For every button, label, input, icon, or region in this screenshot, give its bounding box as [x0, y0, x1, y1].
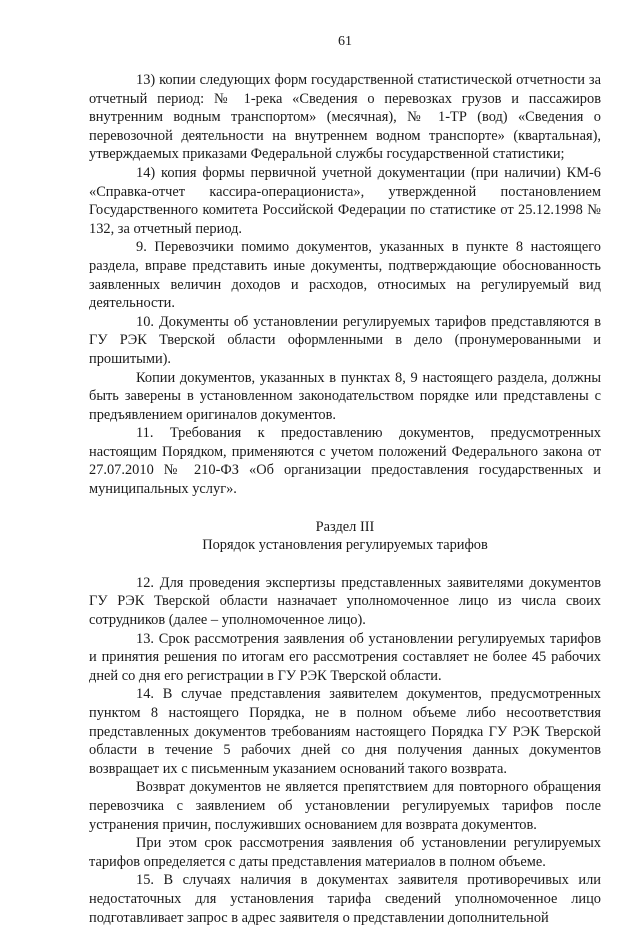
paragraph-term: При этом срок рассмотрения заявления об установлении регулируемых тарифов определяется с даты представления материалов в полном объеме.: [89, 835, 601, 870]
document-page: [89, 34, 601, 927]
paragraph-point-15: 15. В случаях наличия в документах заявителя противоречивых или недостаточных для установления тарифа сведений уполномоченное лицо подготавливает запрос в адрес заявителя о представлении дополнительной: [89, 872, 601, 926]
paragraph-point-12: 12. Для проведения экспертизы представленных заявителями документов ГУ РЭК Тверской области назначает уполномоченное лицо из числа своих сотрудников (далее – уполномоченное лицо).: [89, 574, 601, 629]
paragraph-point-9: 9. Перевозчики помимо документов, указанных в пункте 8 настоящего раздела, вправе представить иные документы, подтверждающие обоснованность заявленных величин доходов и расходов, относимых на регулируемый вид деятельности.: [89, 239, 601, 312]
paragraph-point-14: 14. В случае представления заявителем документов, предусмотренных пунктом 8 настоящего Порядка, не в полном объеме либо несоответствия представленных документов требованиям настоящего Порядка ГУ РЭК Тверской области в течение 5 рабочих дней со дня получения данных документов возвращает их с письменным указанием оснований такого возврата.: [89, 686, 601, 777]
paragraph-item-13: 13) копии следующих форм государственной статистической отчетности за отчетный период: № 1-река «Сведения о перевозках грузов и пассажиров внутренним водным транспортом» (месячная), № 1-ТР (вод) «Сведения о перевозочной деятельности на внутреннем водном транспорте» (квартальная), утверждаемых приказами Федеральной службы государственной статистики;: [89, 72, 601, 163]
paragraph-point-11: 11. Требования к предоставлению документов, предусмотренных настоящим Порядком, применяются с учетом положений Федерального закона от 27.07.2010 № 210-ФЗ «Об организации предоставления государственных и муниципальных услуг».: [89, 425, 601, 498]
section-subtitle: Порядок установления регулируемых тарифов: [202, 537, 488, 554]
paragraph-copies: Копии документов, указанных в пунктах 8, 9 настоящего раздела, должны быть заверены в установленном законодательством порядке или представлены с предъявлением оригиналов документов.: [89, 369, 601, 423]
paragraph-item-14: 14) копия формы первичной учетной документации (при наличии) КМ-6 «Справка-отчет кассира-операциониста», утвержденной постановлением Государственного комитета Российской Федерации по статистике от 25.12.1998 № 132, за отчетный период.: [89, 164, 601, 237]
section-title: Раздел III: [315, 518, 375, 535]
page-number: 61: [338, 34, 352, 49]
paragraph-point-13: 13. Срок рассмотрения заявления об установлении регулируемых тарифов и принятия решения по итогам его рассмотрения составляет не более 45 рабочих дней со дня его регистрации в ГУ РЭК Тверской области.: [89, 630, 601, 684]
paragraph-point-10: 10. Документы об установлении регулируемых тарифов представляются в ГУ РЭК Тверской области оформленными в дело (пронумерованными и прошитыми).: [89, 313, 601, 367]
paragraph-return: Возврат документов не является препятствием для повторного обращения перевозчика с заявлением об установлении регулируемых тарифов после устранения причин, послуживших основанием для возврата документов.: [89, 779, 601, 833]
